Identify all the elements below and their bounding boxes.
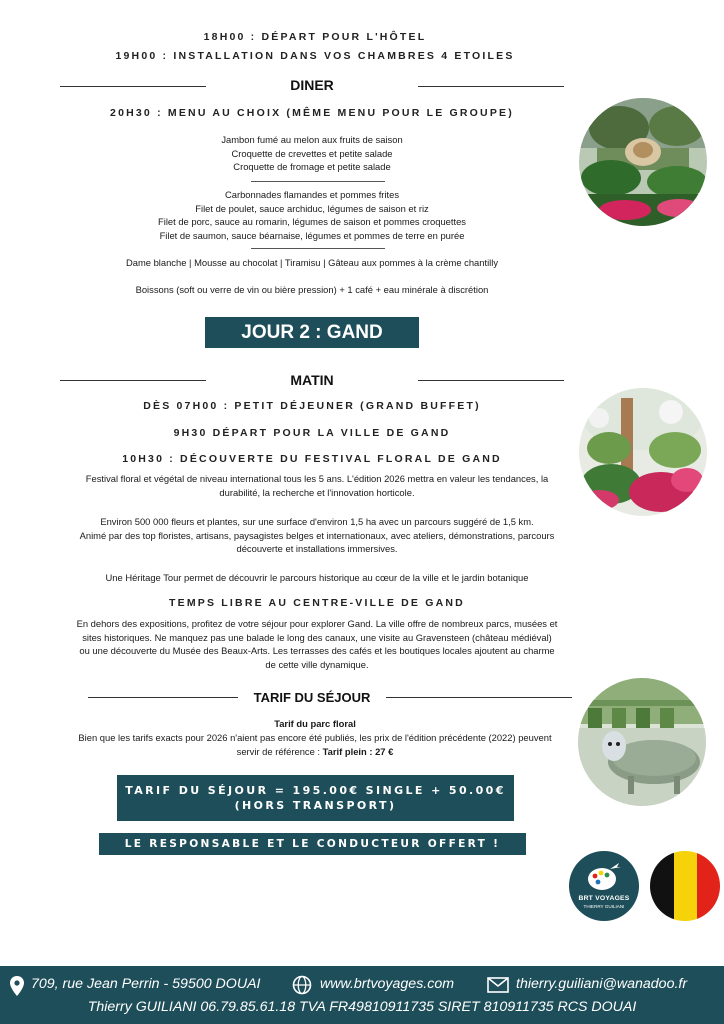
menu-divider	[251, 248, 385, 249]
flag-stripe-black	[650, 851, 674, 921]
brt-voyages-logo	[569, 851, 639, 921]
footer-email[interactable]: thierry.guiliani@wanadoo.fr	[516, 976, 688, 992]
paragraph-line	[0, 745, 630, 759]
paragraph-line: Festival floral et végétal de niveau international tous les 5 ans. L'édition 2026 mettra en valeur les tendances, la	[85, 473, 549, 484]
schedule-depart-hotel: 18H00 : DÉPART POUR L'HÔTEL	[203, 31, 427, 43]
schedule-installation: 19H00 : INSTALLATION DANS VOS CHAMBRES 4 ETOILES	[115, 50, 515, 62]
divider-right	[418, 86, 564, 87]
divider-left	[60, 86, 206, 87]
logo-name: BRT VOYAGES	[578, 895, 630, 902]
divider-left	[60, 380, 206, 381]
main-item: Carbonnades flamandes et pommes frites	[224, 189, 400, 200]
footer-website[interactable]: www.brtvoyages.com	[320, 976, 455, 992]
park-price-label: Tarif du parc floral	[274, 718, 356, 729]
diner-title: DINER	[290, 77, 334, 93]
main-item: Filet de poulet, sauce archiduc, légumes de saison et riz	[195, 202, 429, 214]
paragraph-line: Animé par des top floristes, artisans, paysagistes belges et internationaux, avec ateliers, démonstrations, parcours	[79, 529, 555, 541]
footer-legal: Thierry GUILIANI 06.79.85.61.18 TVA FR49810911735 SIRET 810911735 RCS DOUAI	[87, 999, 637, 1015]
matin-title: MATIN	[290, 372, 334, 388]
divider-right	[386, 697, 572, 698]
price-box	[117, 775, 514, 821]
paragraph-line: ou une découverte du Musée des Beaux-Arts. Les terrasses des cafés et les boutiques locales ajoutent au charme	[79, 645, 555, 657]
paragraph-line: sites historiques. Ne manquez pas une balade le long des canaux, une visite au Gravensteen (château médiéval)	[82, 631, 552, 643]
flowers-photo	[579, 388, 707, 516]
divider-left	[88, 697, 238, 698]
palette-icon	[569, 851, 639, 921]
price-box-line1: TARIF DU SÉJOUR = 195.00€ SINGLE + 50.00€	[125, 784, 506, 797]
free-time-description	[0, 617, 634, 671]
logo-subtitle: THIERRY GUILIANI	[583, 904, 625, 909]
tarif-title: TARIF DU SÉJOUR	[253, 690, 371, 705]
starter-item: Jambon fumé au melon aux fruits de saison	[221, 134, 403, 145]
menu-divider	[251, 181, 385, 182]
topiary-photo	[578, 678, 706, 806]
footer-address: 709, rue Jean Perrin - 59500 DOUAI	[31, 976, 261, 992]
price-box-line2: (HORS TRANSPORT)	[234, 799, 397, 812]
menu-starters	[0, 133, 624, 174]
footer	[0, 966, 724, 1024]
festival-details	[0, 515, 634, 556]
divider-right	[418, 380, 564, 381]
petit-dejeuner: DÈS 07H00 : PETIT DÉJEUNER (GRAND BUFFET)	[143, 400, 481, 412]
paragraph-line: de cette ville dynamique.	[265, 658, 369, 670]
free-time-heading: TEMPS LIBRE AU CENTRE-VILLE DE GAND	[169, 597, 465, 609]
jour2-banner: JOUR 2 : GAND	[205, 317, 419, 348]
garden-photo	[579, 98, 707, 226]
menu-drinks: Boissons (soft ou verre de vin ou bière pression) + 1 café + eau minérale à discrétion	[135, 284, 489, 295]
belgium-flag-icon	[650, 851, 720, 921]
paragraph-line: Bien que les tarifs exacts pour 2026 n'aient pas encore été publiés, les prix de l'édition précédente (2022) peuvent	[78, 732, 552, 743]
reference-text: servir de référence :	[236, 745, 323, 757]
festival-description	[0, 472, 634, 499]
globe-icon	[292, 975, 312, 995]
paragraph-line: découverte et installations immersives.	[236, 543, 398, 555]
heritage-tour: Une Héritage Tour permet de découvrir le parcours historique au cœur de la ville et le jardin botanique	[105, 572, 529, 583]
starter-item: Croquette de crevettes et petite salade	[231, 147, 393, 159]
paragraph-line: durabilité, la recherche et l'innovation horticole.	[219, 486, 415, 498]
depart-gand: 9H30 DÉPART POUR LA VILLE DE GAND	[173, 427, 451, 439]
full-price: Tarif plein : 27 €	[322, 745, 394, 757]
starter-item: Croquette de fromage et petite salade	[233, 161, 391, 173]
flag-stripe-red	[697, 851, 720, 921]
festival-heading: 10H30 : DÉCOUVERTE DU FESTIVAL FLORAL DE GAND	[122, 453, 502, 465]
main-item: Filet de saumon, sauce béarnaise, légumes et pommes de terre en purée	[159, 229, 465, 241]
menu-heading: 20H30 : MENU AU CHOIX (MÊME MENU POUR LE GROUPE)	[110, 107, 514, 119]
park-price-text	[0, 731, 630, 758]
paragraph-line: En dehors des expositions, profitez de votre séjour pour explorer Gand. La ville offre de nombreux parcs, musées et	[76, 618, 558, 629]
location-pin-icon	[10, 976, 24, 996]
main-item: Filet de porc, sauce au romarin, légumes de saison et pommes croquettes	[158, 216, 466, 228]
menu-desserts: Dame blanche | Mousse au chocolat | Tiramisu | Gâteau aux pommes à la crème chantilly	[125, 257, 499, 268]
flag-stripe-yellow	[674, 851, 697, 921]
menu-mains	[0, 188, 624, 242]
envelope-icon	[487, 977, 509, 993]
paragraph-line: Environ 500 000 fleurs et plantes, sur une surface d'environ 1,5 ha avec un parcours suggéré de 1,5 km.	[100, 516, 534, 527]
offer-banner: LE RESPONSABLE ET LE CONDUCTEUR OFFERT !	[99, 833, 526, 855]
